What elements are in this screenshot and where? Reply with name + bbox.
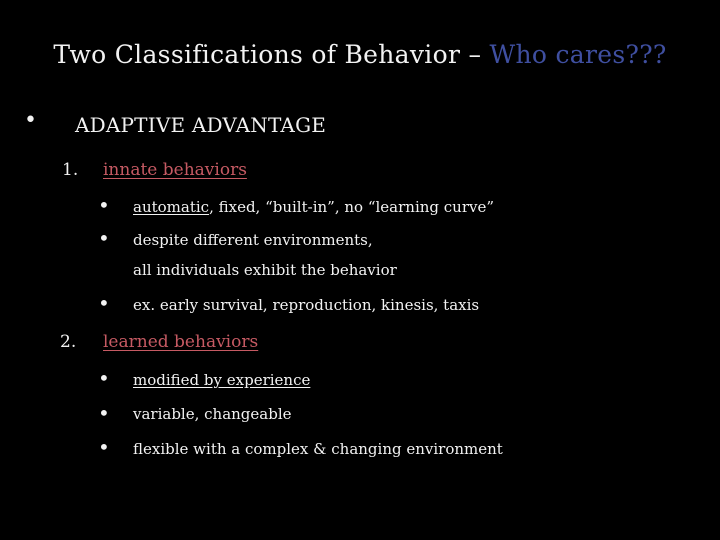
main-heading: ADAPTIVE ADVANTAGE [75, 113, 327, 137]
list-item-automatic-rest: , fixed, “built-in”, no “learning curve” [209, 198, 495, 216]
list-bullet: • [98, 226, 110, 250]
list-item-variable: variable, changeable [133, 405, 292, 423]
list-item-despite-line2: all individuals exhibit the behavior [133, 261, 397, 279]
section-heading-innate: innate behaviors [103, 160, 247, 180]
list-bullet: • [98, 366, 110, 390]
section-heading-learned: learned behaviors [103, 332, 259, 352]
list-bullet: • [98, 401, 110, 425]
slide-title-highlight: Who cares??? [489, 40, 667, 69]
list-item-flexible: flexible with a complex & changing environment [133, 440, 503, 458]
slide-title-main: Two Classifications of Behavior – [53, 40, 490, 69]
list-bullet: • [98, 435, 110, 459]
list-item-automatic-underlined: automatic [133, 198, 210, 216]
list-item-modified: modified by experience [133, 371, 311, 389]
list-item-examples: ex. early survival, reproduction, kinesis, taxis [133, 296, 480, 314]
section-number-innate: 1. [62, 160, 79, 180]
list-bullet: • [98, 193, 110, 217]
list-item-automatic [133, 198, 494, 216]
list-bullet: • [98, 291, 110, 315]
section-number-learned: 2. [60, 332, 77, 352]
slide-title [0, 40, 720, 69]
list-item-despite-line1: despite different environments, [133, 231, 373, 249]
main-bullet: • [24, 108, 37, 133]
